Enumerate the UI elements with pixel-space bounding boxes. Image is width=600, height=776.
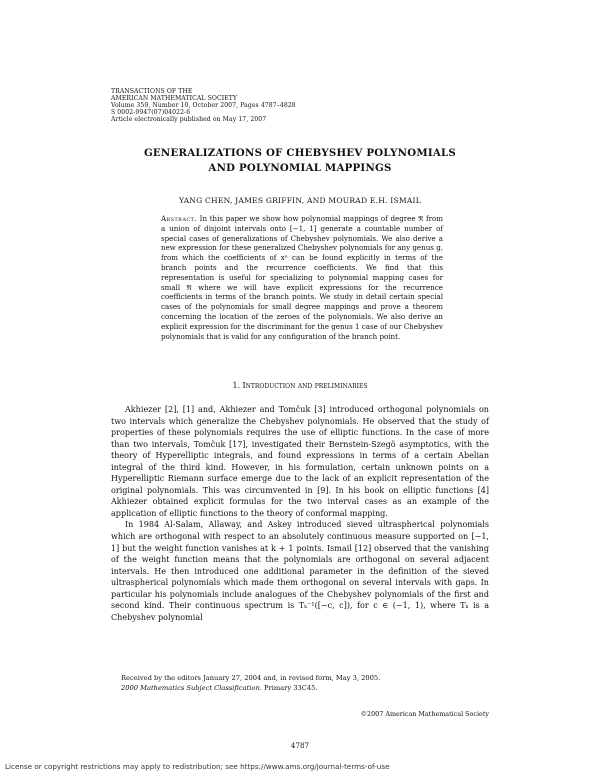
paragraph: Akhiezer [2], [1] and, Akhiezer and Tomčuk [3] introduced orthogonal polynomials on two intervals which generalize the Chebyshev polynomials. He observed that the study of properties of these polynomials requires the use of elliptic functions. In the case of more than two intervals, Tomčuk [17], investigated their Bernstein-Szegö asymptotics, with the theory of Hyperelliptic integrals, and found expressions in terms of a certain Abelian integral of the third kind. However, in his formulation, certain unknown points on a Hyperelliptic Riemann surface emerge due to the lack of an explicit representation of the original polynomials. This was circumvented in [9]. In his book on elliptic functions [4] Akhiezer obtained explicit formulas for the two interval cases as an example of the application of elliptic functions to the theory of conformal mapping. [111,405,489,518]
page-number: 4787 [290,741,310,750]
paper-title-line1: GENERALIZATIONS OF CHEBYSHEV POLYNOMIALS [143,147,457,159]
msc-value: Primary 33C45. [261,684,318,692]
journal-header [111,88,296,123]
journal-name-line1: TRANSACTIONS OF THE [111,88,193,95]
section-number: 1. [232,381,241,390]
paper-title-line2: AND POLYNOMIAL MAPPINGS [208,162,392,174]
footnote-msc [111,683,489,693]
body-text [111,404,489,623]
journal-name-line2: AMERICAN MATHEMATICAL SOCIETY [111,95,238,102]
paper-authors: YANG CHEN, JAMES GRIFFIN, AND MOURAD E.H. ISMAIL [178,196,421,205]
msc-label: 2000 Mathematics Subject Classification. [121,684,262,692]
license-notice: License or copyright restrictions may apply to redistribution; see https://www.ams.org/journal-terms-of-use [5,762,390,771]
abstract-text: In this paper we show how polynomial mappings of degree 𝔑 from a union of disjoint intervals onto [−1, 1] generate a countable number of special cases of generalizations of Chebyshev polynomials. We also derive a new expression for these generalized Chebyshev polynomials for any genus g, from which the coefficients of xⁿ can be found explicitly in terms of the branch points and the recurrence coefficients. We find that this representation is useful for specializing to polynomial mapping cases for small 𝔑 where we will have explicit expressions for the recurrence coefficients in terms of the branch points. We study in detail certain special cases of the polynomials for small degree mappings and prove a theorem concerning the location of the zeroes of the polynomials. We also derive an explicit expression for the discriminant for the genus 1 case of our Chebyshev polynomials that is valid for any configuration of the branch point. [161,214,443,341]
footnotes [111,673,489,693]
journal-doi: S 0002-9947(07)04022-6 [111,109,191,116]
abstract-label: Abstract. [161,214,197,223]
journal-volume-info: Volume 359, Number 10, October 2007, Pages 4787–4828 [111,102,296,109]
copyright-notice: ©2007 American Mathematical Society [360,710,489,718]
section-heading [100,381,500,390]
paragraph: In 1984 Al-Salam, Allaway, and Askey introduced sieved ultraspherical polynomials which are orthogonal with respect to an absolutely continuous measure supported on [−1, 1] but the weight function vanishes at k + 1 points. Ismail [12] observed that the vanishing of the weight function means that the polynomials are orthogonal on several adjacent intervals. He then introduced one additional parameter in the definition of the sieved ultraspherical polynomials which made them orthogonal on several intervals with gaps. In particular his polynomials include analogues of the Chebyshev polynomials of the first and second kind. Their continuous spectrum is Tₖ⁻¹([−c, c]), for c ∈ (−1, 1), where Tₖ is a Chebyshev polynomial [111,520,489,622]
footnote-received: Received by the editors January 27, 2004 and, in revised form, May 3, 2005. [121,674,381,682]
journal-publish-date: Article electronically published on May 17, 2007 [111,116,267,123]
abstract [161,214,443,341]
section-title: Introduction and preliminaries [242,381,368,390]
paper-title [100,146,500,176]
